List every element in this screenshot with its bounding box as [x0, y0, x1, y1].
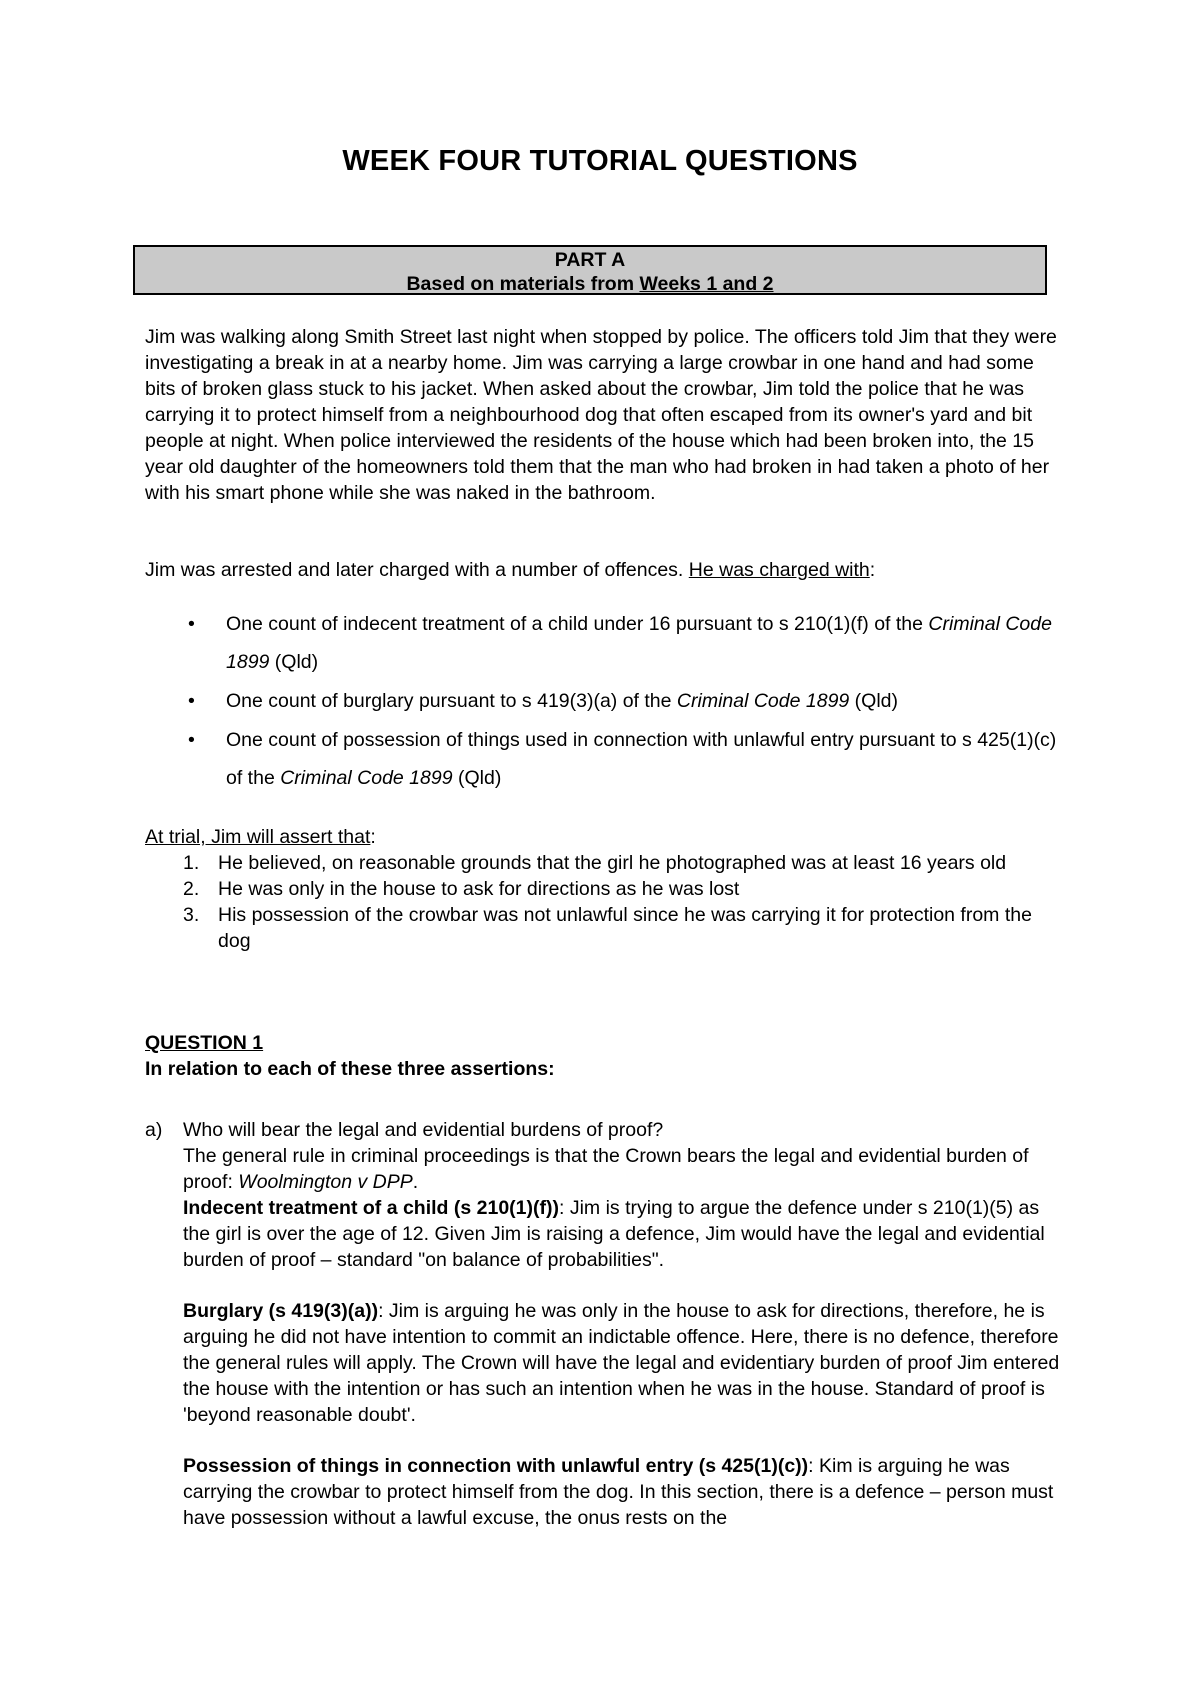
assertion-item: 3. His possession of the crowbar was not unlawful since he was carrying it for protection from the dog [183, 904, 1032, 952]
question-subheading: In relation to each of these three assertions: [145, 1058, 555, 1080]
bullet-icon: • [188, 690, 195, 712]
answer-question: Who will bear the legal and evidential burdens of proof? [183, 1119, 664, 1141]
possession-label: Possession of things in connection with unlawful entry (s 425(1)(c)) [183, 1455, 809, 1477]
statute-name: Criminal Code 1899 [280, 767, 453, 789]
answer-body [145, 1117, 1065, 1531]
part-a-box [133, 245, 1047, 295]
charges-list [180, 605, 1060, 798]
indecent-treatment-label: Indecent treatment of a child (s 210(1)(f)) [183, 1197, 559, 1219]
possession-answer: Possession of things in connection with unlawful entry (s 425(1)(c)): Kim is arguing he was carrying the crowbar to protect himself from the dog. In this section, there is a defence – person must have possession without a lawful excuse, the onus rests on the [183, 1455, 1054, 1529]
question-heading: QUESTION 1 [145, 1032, 264, 1054]
assertion-item: 1. He believed, on reasonable grounds that the girl he photographed was at least 16 years old [183, 852, 1007, 874]
answer-a [145, 1117, 1065, 1531]
burglary-answer: Burglary (s 419(3)(a)): Jim is arguing he was only in the house to ask for directions, therefore, he is arguing he did not have intention to commit an indictable offence. Here, there is no defence, therefore the general rules will apply. The Crown will have the legal and evidentiary burden of proof Jim entered the house with the intention or has such an intention when he was in the house. Standard of proof is 'beyond reasonable doubt'. [183, 1300, 1060, 1426]
charge-item: • One count of burglary pursuant to s 419(3)(a) of the Criminal Code 1899 (Qld) [180, 682, 1060, 720]
assertions-list [145, 850, 1065, 954]
assertions-heading-text: At trial, Jim will assert that [145, 826, 371, 848]
charged-text: Jim was arrested and later charged with a number of offences. [145, 559, 689, 581]
assertions-heading: At trial, Jim will assert that: [145, 826, 376, 848]
answer-label: a) [145, 1119, 163, 1141]
charge-item: • One count of possession of things used in connection with unlawful entry pursuant to s 425(1)(c) of the Criminal Code 1899 (Qld) [180, 721, 1060, 797]
charged-colon: : [869, 559, 876, 581]
bullet-icon: • [188, 613, 195, 635]
part-title: PART A [554, 249, 626, 271]
scenario-paragraph: Jim was walking along Smith Street last night when stopped by police. The officers told Jim that they were investigating a break in at a nearby home. Jim was carrying a large crowbar in one hand and had some bits of broken glass stuck to his jacket. When asked about the crowbar, Jim told the police that he was carrying it to protect himself from a neighbourhood dog that often escaped from its owner's yard and bit people at night. When police interviewed the residents of the house which had been broken into, the 15 year old daughter of the homeowners told them that the man who had broken in had taken a photo of her with his smart phone while she was naked in the bathroom. [145, 326, 1057, 504]
page-title: WEEK FOUR TUTORIAL QUESTIONS [342, 145, 858, 177]
indecent-treatment-answer: Indecent treatment of a child (s 210(1)(f)): Jim is trying to argue the defence under s 210(1)(5) as the girl is over the age of 12. Given Jim is raising a defence, Jim would have the legal and evidential burden of proof – standard "on balance of probabilities". [183, 1197, 1045, 1271]
part-subtitle [135, 272, 1045, 296]
part-subtitle-weeks: Weeks 1 and 2 [639, 273, 774, 295]
case-name: Woolmington v DPP [238, 1171, 413, 1193]
charge-item: • One count of indecent treatment of a child under 16 pursuant to s 210(1)(f) of the Criminal Code 1899 (Qld) [180, 605, 1060, 681]
statute-name: Criminal Code 1899 [226, 613, 1052, 673]
assertion-item: 2. He was only in the house to ask for directions as he was lost [183, 878, 740, 900]
part-subtitle-prefix: Based on materials from [406, 273, 640, 295]
burglary-label: Burglary (s 419(3)(a)) [183, 1300, 379, 1322]
general-rule: The general rule in criminal proceedings is that the Crown bears the legal and evidential burden of proof: Woolmington v DPP. [183, 1145, 1029, 1193]
charged-underlined: He was charged with [688, 559, 870, 581]
statute-name: Criminal Code 1899 [676, 690, 850, 712]
question-header [145, 1030, 555, 1082]
bullet-icon: • [188, 729, 195, 751]
charged-paragraph [145, 557, 1065, 583]
